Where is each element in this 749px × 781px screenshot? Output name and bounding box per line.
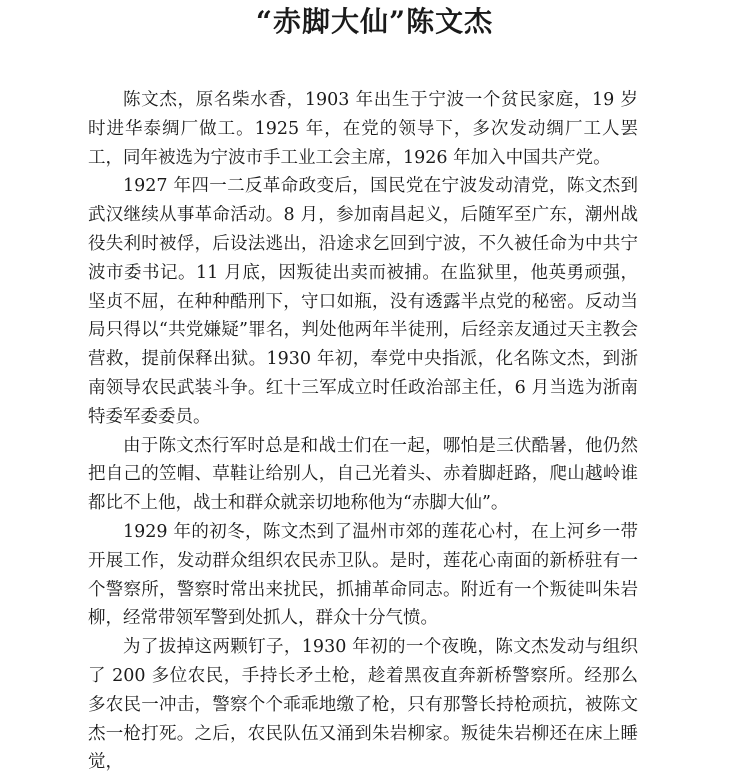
paragraph-2: 1927 年四一二反革命政变后，国民党在宁波发动清党，陈文杰到武汉继续从事革命活动。8 月，参加南昌起义，后随军至广东，潮州战役失利时被俘，后设法逃出，沿途求乞回到宁波，不久被任命为中共宁波市委书记。11 月底，因叛徒出卖而被捕。在监狱里，他英勇顽强，坚贞不屈，在种种酷刑下，守口如瓶，没有透露半点党的秘密。反动当局只得以“共党嫌疑”罪名，判处他两年半徒刑，后经亲友通过天主教会营救，提前保释出狱。1930 年初，奉党中央指派，化名陈文杰，到浙南领导农民武装斗争。红十三军成立时任政治部主任，6 月当选为浙南特委军委委员。 (88, 176, 638, 427)
paragraph-3: 由于陈文杰行军时总是和战士们在一起，哪怕是三伏酷暑，他仍然把自己的笠帽、草鞋让给别人，自己光着头、赤着脚赶路，爬山越岭谁都比不上他，战士和群众就亲切地称他为“赤脚大仙”。 (88, 435, 638, 514)
page-title: “赤脚大仙”陈文杰 (255, 5, 494, 38)
paragraph-5: 为了拔掉这两颗钉子，1930 年初的一个夜晚，陈文杰发动与组织了 200 多位农民，手持长矛土枪，趁着黑夜直奔新桥警察所。经那么多农民一冲击，警察个个乖乖地缴了枪，只有那警长持枪顽抗，被陈文杰一枪打死。之后，农民队伍又涌到朱岩柳家。叛徒朱岩柳还在床上睡觉， (88, 637, 638, 773)
paragraph-4: 1929 年的初冬，陈文杰到了温州市郊的莲花心村，在上河乡一带开展工作，发动群众组织农民赤卫队。是时，莲花心南面的新桥驻有一个警察所，警察时常出来扰民，抓捕革命同志。附近有一个叛徒叫朱岩柳，经常带领军警到处抓人，群众十分气愤。 (88, 521, 638, 629)
paragraph-1: 陈文杰，原名柴水香，1903 年出生于宁波一个贫民家庭，19 岁时进华泰绸厂做工。1925 年，在党的领导下，多次发动绸厂工人罢工，同年被选为宁波市手工业工会主席，1926 年加入中国共产党。 (88, 90, 638, 168)
article-body (88, 86, 638, 777)
